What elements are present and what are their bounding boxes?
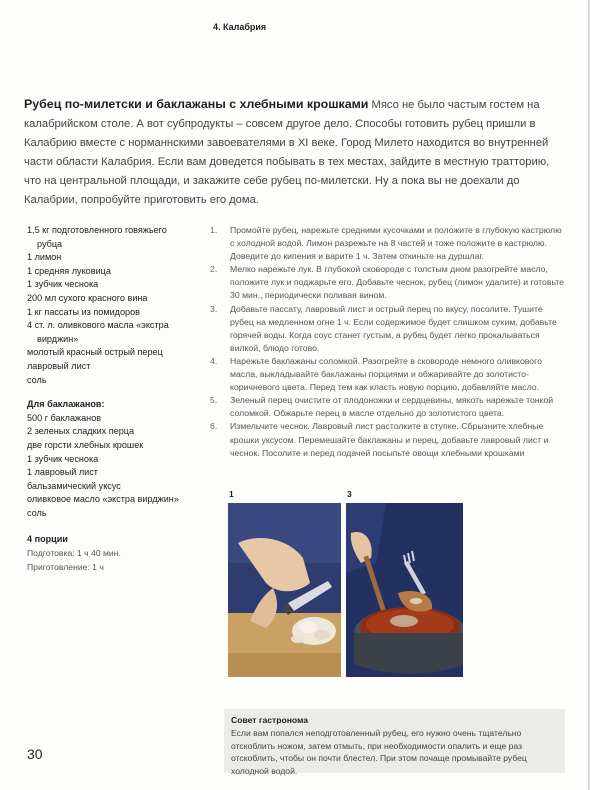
- chef-tip-text: Если вам попался неподготовленный рубец, его нужно очень тщательно отскоблить ножом, затем отмыть, при необходимости опалить и еще раз отскоблить, чтобы он почти блестел. При этом почаще промывайте рубец холодной водой.: [231, 727, 527, 777]
- ingredient-item: 1 лимон: [27, 252, 62, 263]
- step-number: 5.: [210, 395, 218, 406]
- photo-cutting-tripe-illustration: [228, 503, 341, 677]
- step-text: Измельчите чеснок. Лавровый лист растолките в ступке. Сбрызните хлебные крошки уксусом. Перемешайте баклажаны и перец, добавьте лавровый лист и чеснок. Посолите и перед подачей посыпьте овощи хлебными крошками: [230, 421, 549, 458]
- cook-time: Приготовление: 1 ч: [27, 561, 104, 572]
- ingredient-item: молотый красный острый перец: [27, 347, 163, 358]
- step-text: Зеленый перец очистите от плодоножки и сердцевины, мякоть нарежьте тонкой соломкой. Обжарьте перец в масле отдельно до золотистого цвета.: [230, 395, 554, 419]
- step-text: Добавьте пассату, лавровый лист и острый перец по вкусу, посолите. Тушите рубец на медленном огне 1 ч. Если содержимое будет слишком сухим, добавьте горячей воды. Когда соус станет густым, а рубец будет легко прокалываться вилкой, блюдо готово.: [230, 303, 557, 353]
- chapter-header: 4. Калабрия: [213, 22, 267, 32]
- ingredient-item: 4 ст. л. оливкового масла «экстра: [27, 320, 169, 331]
- ingredient-item: 500 г баклажанов: [27, 412, 102, 423]
- portions: 4 порции: [27, 534, 68, 545]
- ingredient-item: лавровый лист: [27, 360, 91, 371]
- photo-stirring-pot: [346, 503, 463, 677]
- page-number: 30: [27, 746, 43, 762]
- chef-tip-box: [224, 709, 565, 777]
- photo-stirring-pot-illustration: [346, 503, 463, 677]
- ingredient-item: 1 лавровый лист: [27, 467, 98, 478]
- instructions-list: [210, 224, 565, 460]
- ingredient-item: соль: [27, 507, 47, 518]
- ingredient-item: 200 мл сухого красного вина: [27, 292, 148, 303]
- instruction-step: [210, 224, 565, 263]
- step-number: 6.: [210, 421, 218, 432]
- step-number: 3.: [210, 303, 218, 314]
- ingredient-item: соль: [27, 374, 47, 385]
- step-text: Мелко нарежьте лук. В глубокой сковороде с толстым дном разогрейте масло, положите лук и поджарьте его. Добавьте чеснок, рубец (лимон удалите) и готовьте 30 мин., периодически поливая вином.: [230, 264, 565, 301]
- ingredient-item: рубца: [37, 238, 63, 249]
- ingredient-item: 2 зеленых сладких перца: [27, 426, 135, 437]
- instruction-step: [210, 263, 565, 302]
- ingredient-item: бальзамический уксус: [27, 480, 121, 491]
- instruction-step: [210, 355, 565, 394]
- ingredient-item: 1 кг пассаты из помидоров: [27, 306, 140, 317]
- photo-cutting-tripe: [228, 503, 341, 677]
- intro-text: Мясо не было частым гостем на калабрийском столе. А вот субпродукты – совсем другое дело. Способы готовить рубец пришли в Калабрию вместе с норманнскими завоевателями в XI веке. Город Милето находится во внутренней части области Калабрия. Если вам доведется побывать в тех местах, зайдите в местную тратторию, что на центральной площади, и закажите себе рубец по-милетски. Ну а пока вы не доехали до Калабрии, попробуйте приготовить его дома.: [24, 99, 550, 206]
- step-text: Нарежьте баклажаны соломкой. Разогрейте в сковороде немного оливкового масла, выкладывайте баклажаны порциями и обжаривайте до золотисто-коричневого цвета. Перед тем как класть новую порцию, добавляйте масло.: [230, 355, 542, 393]
- chef-tip-title: Совет гастронома: [231, 715, 309, 725]
- intro-paragraph: [24, 95, 562, 210]
- prep-time: Подготовка: 1 ч 40 мин.: [27, 548, 121, 559]
- ingredient-item: вирджин»: [37, 333, 79, 344]
- instruction-step: [210, 420, 565, 459]
- ingredient-item: две горсти хлебных крошек: [27, 439, 144, 450]
- step-number: 1.: [210, 225, 218, 235]
- ingredient-item: 1,5 кг подготовленного говяжьего: [27, 225, 167, 235]
- eggplant-section-heading: Для баклажанов:: [27, 399, 105, 410]
- ingredients-list: [27, 224, 202, 574]
- instruction-step: [210, 394, 565, 420]
- ingredient-item: 1 средняя луковица: [27, 265, 111, 276]
- photo-label-3: 3: [347, 489, 352, 499]
- ingredient-item: оливковое масло «экстра вирджин»: [27, 494, 179, 505]
- step-text: Промойте рубец, нарежьте средними кусочками и положите в глубокую кастрюлю с холодной водой. Лимон разрежьте на 8 частей и тоже положите в кастрюлю. Доведите до кипения и варите 1 ч. Затем откиньте на дуршлаг.: [230, 225, 562, 262]
- step-number: 4.: [210, 355, 218, 366]
- photo-label-1: 1: [229, 489, 234, 499]
- instruction-step: [210, 303, 565, 355]
- recipe-title: Рубец по-милетски и баклажаны с хлебными крошками: [24, 97, 369, 111]
- spacer: [27, 520, 202, 533]
- ingredient-item: 1 зубчик чеснока: [27, 279, 99, 290]
- step-number: 2.: [210, 264, 218, 275]
- ingredient-item: 1 зубчик чеснока: [27, 453, 99, 464]
